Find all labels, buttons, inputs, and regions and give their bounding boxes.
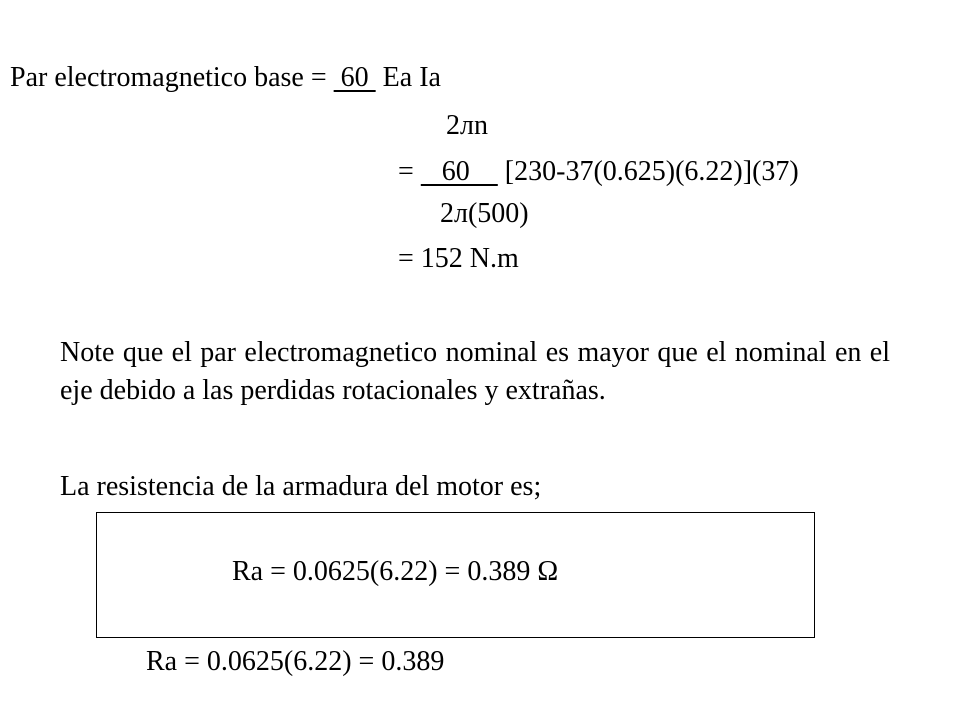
- equals-sign: =: [398, 156, 421, 187]
- boxed-equation-text: Ra = 0.0625(6.22) = 0.389 Ω: [232, 556, 559, 587]
- resistance-intro: La resistencia de la armadura del motor es;: [60, 471, 542, 502]
- fraction-tail-ea-ia: Ea Ia: [375, 62, 441, 93]
- equation-line-1: [10, 62, 441, 94]
- fraction-numerator-60-second: 60: [420, 156, 498, 187]
- torque-result: = 152 N.m: [398, 243, 519, 274]
- fraction-denominator-2pi-500: 2л(500): [440, 198, 529, 229]
- torque-label: Par electromagnetico base =: [10, 62, 334, 93]
- footer-equation: Ra = 0.0625(6.22) = 0.389: [146, 646, 445, 677]
- substitution-expression: [230-37(0.625)(6.22)](37): [497, 156, 799, 187]
- note-paragraph: Note que el par electromagnetico nominal es mayor que el nominal en el eje debido a las perdidas rotacionales y extrañas.: [60, 337, 890, 406]
- equation-line-3: [398, 156, 799, 188]
- fraction-numerator-60: 60: [333, 62, 376, 93]
- fraction-denominator-2pin: 2лn: [446, 110, 488, 141]
